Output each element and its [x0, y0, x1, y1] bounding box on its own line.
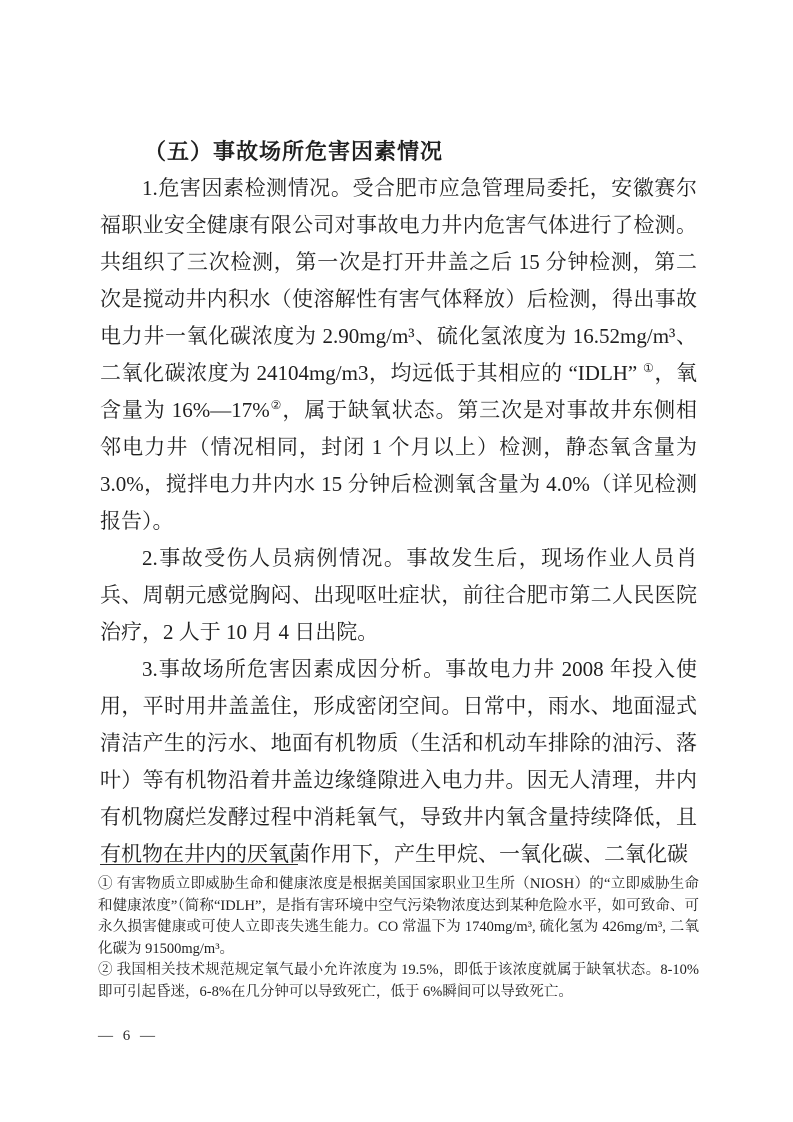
- page-number: — 6 —: [98, 1028, 158, 1044]
- section-heading: （五）事故场所危害因素情况: [144, 139, 444, 164]
- paragraph-injured-persons: 2.事故受伤人员病例情况。事故发生后，现场作业人员肖兵、周朝元感觉胸闷、出现呕吐症状，前往合肥市第二人民医院治疗，2 人于 10 月 4 日出院。: [100, 546, 697, 644]
- footnote-1: ① 有害物质立即威胁生命和健康浓度是根据美国国家职业卫生所（NIOSH）的“立即威胁生命和健康浓度”（简称“IDLH”，是指有害环境中空气污染物浓度达到某种危险水平，如可致命、可永久损害健康或可使人立即丧失逃生能力。CO 常温下为 1740mg/m³, 硫化氢为 426mg/m³, 二氧化碳为 91500mg/m³。: [98, 876, 699, 957]
- footnote-2: ② 我国相关技术规范规定氧气最小允许浓度为 19.5%，即低于该浓度就属于缺氧状态。8-10%即可引起昏迷，6-8%在几分钟可以导致死亡，低于 6%瞬间可以导致死亡。: [98, 962, 699, 1000]
- paragraph-hazard-detection: 1.危害因素检测情况。受合肥市应急管理局委托，安徽赛尔福职业安全健康有限公司对事故电力井内危害气体进行了检测。共组织了三次检测，第一次是打开井盖之后 15 分钟检测，第二次是搅动井内积水（使溶解性有害气体释放）后检测，得出事故电力井一氧化碳浓度为 2.90mg/m³、硫化氢浓度为 16.52mg/m³、二氧化碳浓度为 24104mg/m3，均远低于其相应的 “IDLH” ①，氧含量为 16%—17%②，属于缺氧状态。第三次是对事故井东侧相邻电力井（情况相同，封闭 1 个月以上）检测，静态氧含量为 3.0%，搅拌电力井内水 15 分钟后检测氧含量为 4.0%（详见检测报告）。: [100, 176, 697, 533]
- footnotes-section: [98, 864, 699, 1004]
- footnote-divider: [100, 864, 298, 865]
- paragraph-cause-analysis: 3.事故场所危害因素成因分析。事故电力井 2008 年投入使用，平时用井盖盖住，形成密闭空间。日常中，雨水、地面湿式清洁产生的污水、地面有机物质（生活和机动车排除的油污、落叶）等有机物沿着井盖边缘缝隙进入电力井。因无人清理，井内有机物腐烂发酵过程中消耗氧气，导致井内氧含量持续降低，且有机物在井内的厌氧菌作用下，产生甲烷、一氧化碳、二氧化碳: [100, 657, 697, 866]
- page-content: [100, 133, 697, 873]
